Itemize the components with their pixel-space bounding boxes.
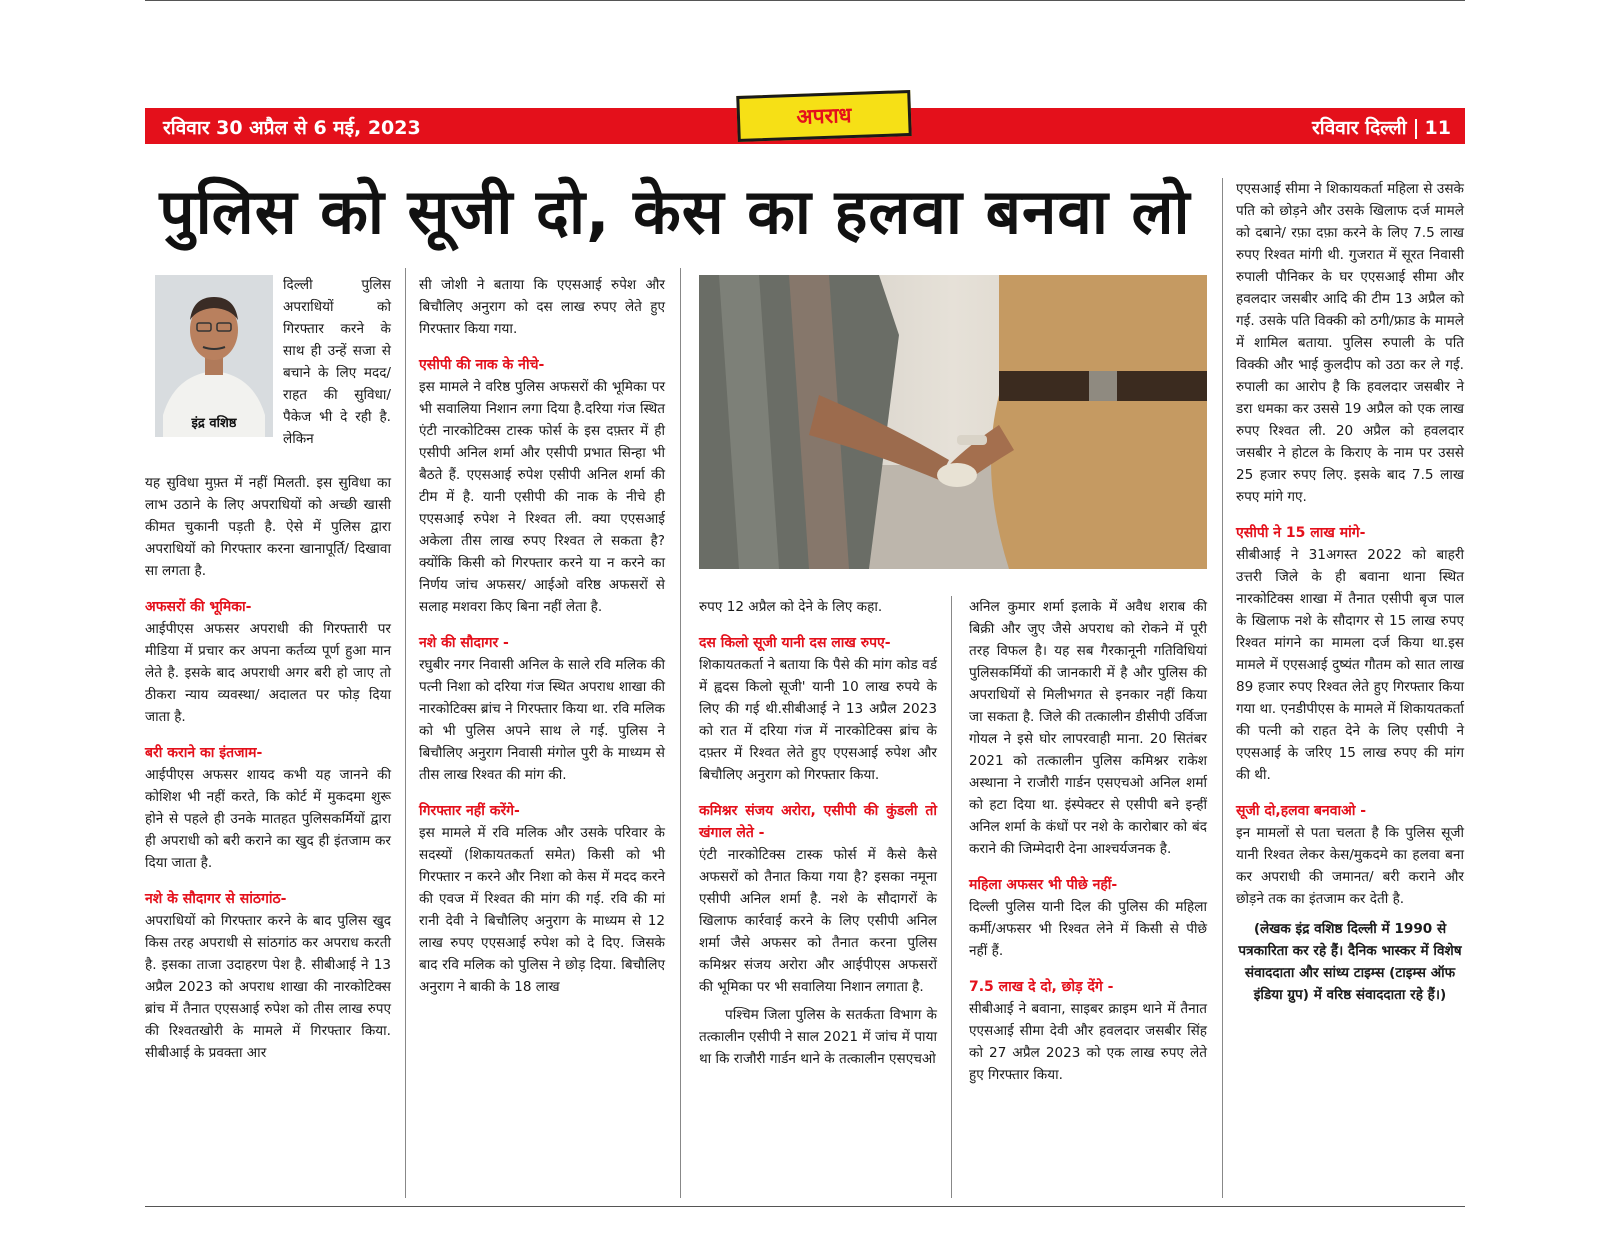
paragraph: एंटी नारकोटिक्स टास्क फोर्स में कैसे कैसे अफसरों को तैनात किया गया है? इसका नमूना एसीपी अनिल शर्मा है. नशे के सौदागरों के खिलाफ कार्रवाई करने के लिए एसीपी अनिल शर्मा जैसे अफसर को तैनात करना पुलिस कमिश्नर संजय अरोरा और आईपीएस अफसरों की भूमिका पर भी सवालिया निशान लगाता है. (699, 847, 937, 995)
edition-name: रविवार दिल्ली (1312, 117, 1407, 139)
subheading: नशे के सौदागर से सांठगांठ- (145, 891, 287, 907)
paragraph: सीबीआई ने 31अगस्त 2022 को बाहरी उत्तरी जिले के ही बवाना थाना स्थित नारकोटिक्स शाखा में तैनात एसीपी बृज पाल के खिलाफ नशे के सौदागर से 15 लाख रुपए रिश्वत मांगने का मामला दर्ज किया था.इस मामले में एएसआई दुष्यंत गौतम को सात लाख 89 हजार रुपए रिश्वत लेते हुए गिरफ्तार किया गया था. एनडीपीएस के मामले में शिकायतकर्ता की पत्नी को राहत देने के लिए एसीपी ने एएसआई के जरिए 15 लाख रुपए की मांग की थी. (1236, 547, 1464, 783)
edition-info (1312, 114, 1451, 140)
paragraph: शिकायतकर्ता ने बताया कि पैसे की मांग कोड वर्ड में ह्वदस किलो सूजी' यानी 10 लाख रुपये के लिए की गई थी.सीबीआई ने 13 अप्रैल 2023 को रात में दरिया गंज में नारकोटिक्स ब्रांच के दफ़्तर में रिश्वत लेते हुए एएसआई रुपेश और बिचौलिए अनुराग को गिरफ्तार किया. (699, 657, 937, 783)
column-2 (419, 274, 665, 998)
paragraph: पश्चिम जिला पुलिस के सतर्कता विभाग के तत्कालीन एसीपी ने साल 2021 में जांच में पाया था कि राजौरी गार्डन थाने के तत्कालीन एसएचओ (699, 1007, 937, 1067)
paragraph: एएसआई सीमा ने शिकायकर्ता महिला से उसके पति को छोड़ने और उसके खिलाफ दर्ज मामले को दबाने/ रफ़ा दफ़ा करने के लिए 7.5 लाख रुपए रिश्वत मांगी थी. गुजरात में सूरत निवासी रुपाली पौनिकर के घर एएसआई सीमा और हवलदार जसबीर आदि की टीम 13 अप्रैल को गई. उसके पति विक्की को ठगी/फ्राड के मामले में शामिल बताया. पुलिस रुपाली के पति विक्की और भाई कुलदीप को उठा कर ले गई. रुपाली का आरोप है कि हवलदार जसबीर ने डरा धमका कर उससे 19 अप्रैल को एक लाख रुपए रिश्वत ली. 20 अप्रैल को हवलदार जसबीर ने होटल के किराए के नाम पर उससे 25 हजार रुपए लिए. इसके बाद 7.5 लाख रुपए मांगे गए. (1236, 181, 1464, 505)
paragraph: यह सुविधा मुफ़्त में नहीं मिलती. इस सुविधा का लाभ उठाने के लिए अपराधियों को अच्छी खासी कीमत चुकानी पड़ती है. ऐसे में पुलिस द्वारा अपराधियों को गिरफ्तार करना खानापूर्ति/ दिखावा सा लगता है. (145, 475, 391, 579)
column-5 (1236, 178, 1464, 1006)
column-4 (969, 596, 1207, 1086)
subheading: महिला अफसर भी पीछे नहीं- (969, 877, 1118, 893)
paragraph: दिल्ली पुलिस यानी दिल की पुलिस की महिला कर्मी/अफसर भी रिश्वत लेने में किसी से पीछे नहीं हैं. (969, 899, 1207, 959)
subheading: दस किलो सूजी यानी दस लाख रुपए- (699, 635, 891, 651)
subheading: एसीपी की नाक के नीचे- (419, 357, 545, 373)
paragraph: दिल्ली पुलिस अपराधियों को गिरफ्तार करने के साथ ही उन्हें सजा से बचाने के लिए मदद/राहत की सुविधा/ पैकेज भी दे रही है. लेकिन (283, 277, 391, 447)
headline: पुलिस को सूजी दो, केस का हलवा बनवा लो (159, 175, 1191, 248)
divider (1415, 119, 1417, 139)
author-note: (लेखक इंद्र वशिष्ठ दिल्ली में 1990 से पत्रकारिता कर रहे हैं। दैनिक भास्कर में विशेष संवाददाता और सांध्य टाइम्स (टाइम्स ऑफ इंडिया ग्रुप) में वरिष्ठ संवाददाता रहे हैं।) (1238, 921, 1462, 1003)
paragraph: आईपीएस अफसर शायद कभी यह जानने की कोशिश भी नहीं करते, कि कोर्ट में मुकदमा शुरू होने से पहले ही उनके मातहत पुलिसकर्मियों द्वारा ही अपराधी को बरी कराने का खुद ही इंतजाम कर दिया जाता है. (145, 767, 391, 871)
subheading: कमिश्नर संजय अरोरा, एसीपी की कुंडली तो खंगाल लेते - (699, 803, 937, 841)
issue-date: रविवार 30 अप्रैल से 6 मई, 2023 (163, 117, 421, 139)
paragraph: आईपीएस अफसर अपराधी की गिरफ्तारी पर मीडिया में प्रचार कर अपना कर्तव्य पूर्ण हुआ मान लेते है. इसके बाद अपराधी अगर बरी हो जाए तो ठीकरा न्याय व्यवस्था/ अदालत पर फोड़ दिया जाता है. (145, 621, 391, 725)
paragraph: रघुबीर नगर निवासी अनिल के साले रवि मलिक की पत्नी निशा को दरिया गंज स्थित अपराध शाखा की नारकोटिक्स ब्रांच ने गिरफ्तार किया था. रवि मलिक को भी पुलिस अपने साथ ले गई. पुलिस ने बिचौलिए अनुराग निवासी मंगोल पुरी के माध्यम से तीस लाख रिश्वत की मांग की. (419, 657, 665, 783)
paragraph: अपराधियों को गिरफ्तार करने के बाद पुलिस खुद किस तरह अपराधी से सांठगांठ कर अपराध करती है. इसका ताजा उदाहरण पेश है. सीबीआई ने 13 अप्रैल 2023 को अपराध शाखा की नारकोटिक्स ब्रांच में तैनात एएसआई रुपेश को तीस लाख रुपए की रिश्वतखोरी के मामले में गिरफ्तार किया. सीबीआई के प्रवक्ता आर (145, 913, 391, 1061)
subheading: अफसरों की भूमिका- (145, 599, 252, 615)
column-divider (405, 268, 406, 1198)
subheading: गिरफ्तार नहीं करेंगे- (419, 803, 520, 819)
section-label: अपराध (796, 103, 852, 129)
paragraph: इस मामले ने वरिष्ठ पुलिस अफसरों की भूमिका पर भी सवालिया निशान लगा दिया है.दरिया गंज स्थित एंटी नारकोटिक्स टास्क फोर्स के इस दफ़्तर में ही एसीपी अनिल शर्मा और एसीपी प्रभात सिन्हा भी बैठते हैं. एएसआई रुपेश एसीपी अनिल शर्मा की टीम में है. यानी एसीपी की नाक के नीचे ही एएसआई रुपेश ने रिश्वत ली. क्या एएसआई अकेला तीस लाख रुपए रिश्वत ले सकता है? क्योंकि किसी को गिरफ्तार करने या न करने का निर्णय जांच अफसर/ आईओ वरिष्ठ अफसरों से सलाह मशवरा किए बिना नहीं लेता है. (419, 379, 665, 615)
column-divider (680, 268, 681, 1198)
col1-intro-top (283, 274, 391, 450)
subheading: 7.5 लाख दे दो, छोड़ देंगे - (969, 979, 1114, 995)
subheading: एसीपी ने 15 लाख मांगे- (1236, 525, 1366, 541)
paragraph: सी जोशी ने बताया कि एएसआई रुपेश और बिचौलिए अनुराग को दस लाख रुपए लेते हुए गिरफ्तार किया गया. (419, 277, 665, 337)
paragraph: रुपए 12 अप्रैल को देने के लिए कहा. (699, 599, 883, 615)
handshake-bribe-illustration-icon (699, 275, 1207, 569)
top-rule (145, 0, 1465, 1)
author-caption: इंद्र वशिष्ठ (191, 416, 237, 431)
column-3 (699, 596, 937, 1070)
paragraph: सीबीआई ने बवाना, साइबर क्राइम थाने में तैनात एएसआई सीमा देवी और हवलदार जसबीर सिंह को 27 अप्रैल 2023 को एक लाख रुपए लेते हुए गिरफ्तार किया. (969, 1001, 1207, 1083)
bottom-rule (145, 1206, 1465, 1207)
section-tag (736, 90, 911, 142)
bribe-photo (699, 275, 1207, 569)
column-1 (145, 472, 391, 1064)
subheading: नशे की सौदागर - (419, 635, 509, 651)
column-divider (951, 596, 952, 1198)
page-number: 11 (1424, 117, 1451, 139)
paragraph: इन मामलों से पता चलता है कि पुलिस सूजी यानी रिश्वत लेकर केस/मुकदमे का हलवा बना कर अपराधी की जमानत/ बरी कराने और छोड़ने तक का इंतजाम कर देती है. (1236, 825, 1464, 907)
author-photo (155, 275, 273, 437)
column-divider (1222, 178, 1223, 1198)
subheading: बरी कराने का इंतजाम- (145, 745, 263, 761)
paragraph: अनिल कुमार शर्मा इलाके में अवैध शराब की बिक्री और जुए जैसे अपराध को रोकने में पूरी तरह विफल है। यह सब गैरकानूनी गतिविधियां पुलिसकर्मियों की जानकारी में है और पुलिस की अपराधियों से मिलीभगत से इनकार नहीं किया जा सकता है. जिले की तत्कालीन डीसीपी उर्विजा गोयल ने इसे घोर लापरवाही माना. 20 सितंबर 2021 को तत्कालीन पुलिस कमिश्नर राकेश अस्थाना ने राजौरी गार्डन एसएचओ अनिल शर्मा को हटा दिया था. इंस्पेक्टर से एसीपी बने इन्हीं अनिल शर्मा के कंधों पर नशे के कारोबार को बंद कराने की जिम्मेदारी देना आश्चर्यजनक है. (969, 599, 1207, 857)
subheading: सूजी दो,हलवा बनवाओ - (1236, 803, 1367, 819)
paragraph: इस मामले में रवि मलिक और उसके परिवार के सदस्यों (शिकायतकर्ता समेत) किसी को भी गिरफ्तार न करने और निशा को केस में मदद करने की एवज में रिश्वत की मांग की गई. रवि की मां रानी देवी ने बिचौलिए अनुराग के माध्यम से 12 लाख रुपए एएसआई रुपेश को दे दिए. जिसके बाद रवि मलिक को पुलिस ने छोड़ दिया. बिचौलिए अनुराग ने बाकी के 18 लाख (419, 825, 665, 995)
